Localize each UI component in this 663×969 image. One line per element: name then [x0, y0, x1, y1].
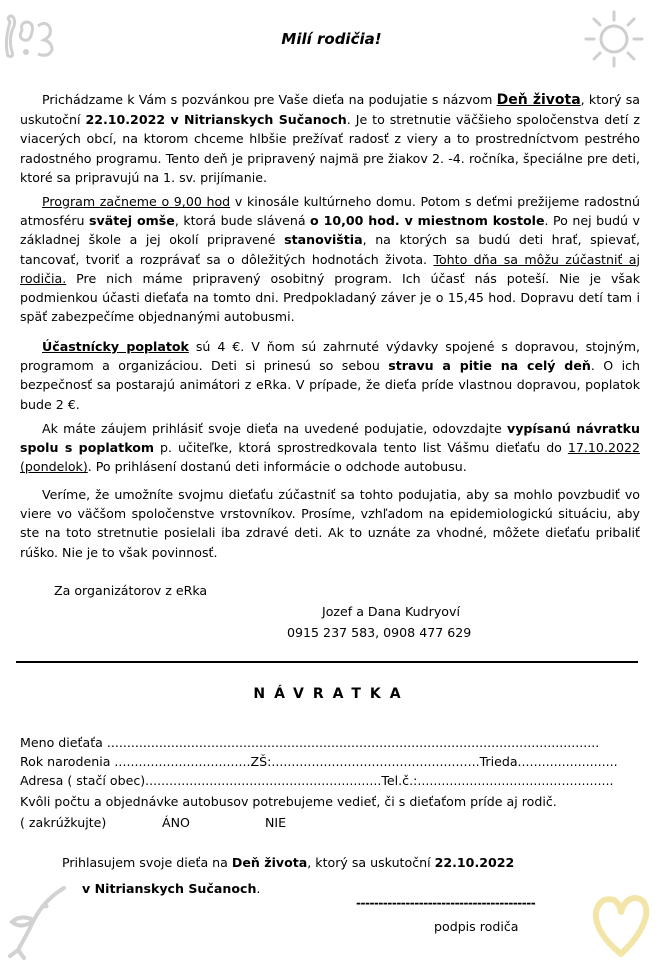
address-phone-field[interactable]: Adresa ( stačí obec)...........................................................Tel.č.:................................................. [20, 773, 614, 788]
paragraph-program: Program začneme o 9,00 hod v kinosále kultúrneho domu. Potom s deťmi prežijeme radostnú atmosféru svätej omše, ktorá bude slávená o 10,00 hod. v miestnom kostole. Po nej budú v základnej škole a jej okolí pripravené stanovištia, na ktorých sa budú deti hrať, spievať, tancovať, tvoriť a rozprávať sa o dôležitých hodnotách života. Tohto dňa sa môžu zúčastniť aj rodičia. Pre nich máme pripravený osobitný program. Ich účasť nás poteší. Nie je však podmienkou účasti dieťaťa na tomto dni. Predpokladaný záver je o 15,45 hod. Dopravu detí tam i späť zabezpečíme objednanými autobusmi. [20, 194, 640, 325]
parent-signature-label: podpis rodiča [434, 919, 519, 934]
paragraph-registration: Ak máte záujem prihlásiť svoje dieťa na uvedené podujatie, odovzdajte vypísanú návratku spolu s poplatkom p. učiteľke, ktorá sprostredkovala tento list Vášmu dieťaťu do 17.10.2022 (pondelok). Po prihlásení dostanú deti informácie o odchode autobusu. [20, 421, 640, 475]
return-slip-title: NÁVRATKA [253, 686, 410, 702]
answer-yes[interactable]: ÁNO [162, 815, 190, 830]
child-name-field[interactable]: Meno dieťaťa ........................................................................................................................... [20, 735, 600, 750]
signature-line[interactable]: ---------------------------------------- [356, 896, 536, 910]
answer-no[interactable]: NIE [265, 815, 287, 830]
registration-statement: Prihlasujem svoje dieťa na Deň života, ktorý sa uskutoční 22.10.2022 v Nitrianskych Sučanoch. [62, 855, 515, 896]
organizer-phones: 0915 237 583, 0908 477 629 [287, 625, 472, 640]
organizer-line: Za organizátorov z eRka [54, 583, 208, 598]
circle-instruction: ( zakrúžkujte) [20, 815, 107, 830]
organizer-names: Jozef a Dana Kudryoví [322, 604, 460, 619]
page-title: Milí rodičia! [281, 30, 382, 48]
paragraph-fee: Účastnícky poplatok sú 4 €. V ňom sú zahrnuté výdavky spojené s dopravou, stojným, programom a organizáciou. Deti si prinesú so sebou stravu a pitie na celý deň. O ich bezpečnosť sa postarajú animátori z eRka. V prípade, že dieťa príde vlastnou dopravou, poplatok bude 2 €. [20, 339, 640, 412]
paragraph-closing-note: Veríme, že umožníte svojmu dieťaťu zúčastniť sa tohto podujatia, aby sa mohlo povzbudiť vo viere vo väčšom spoločenstve vrstovníkov. Prosíme, vzhľadom na epidemiologickú situáciu, aby ste na toto stretnutie posielali iba zdravé deti. Ak to uznáte za vhodné, môžete dieťaťu pribaliť rúško. Nie je to však povinnosť. [20, 487, 640, 560]
divider [16, 661, 638, 663]
paragraph-invitation: Prichádzame k Vám s pozvánkou pre Vaše dieťa na podujatie s názvom Deň života, ktorý sa uskutoční 22.10.2022 v Nitrianskych Sučanoch. Je to stretnutie väčšieho spoločenstva detí z viacerých obcí, na ktorom chceme hlbšie prežívať radosť z viery a to prostredníctvom pestrého radostného programu. Tento deň je pripravený najmä pre žiakov 2. -4. ročníka, špeciálne pre deti, ktoré sa pripravujú na 1. sv. prijímanie. [20, 92, 640, 185]
parent-question: Kvôli počtu a objednávke autobusov potrebujeme vedieť, či s dieťaťom príde aj rodič. [20, 794, 557, 809]
birth-school-class-field[interactable]: Rok narodenia ..................................ZŠ:....................................................Trieda......................... [20, 754, 618, 769]
